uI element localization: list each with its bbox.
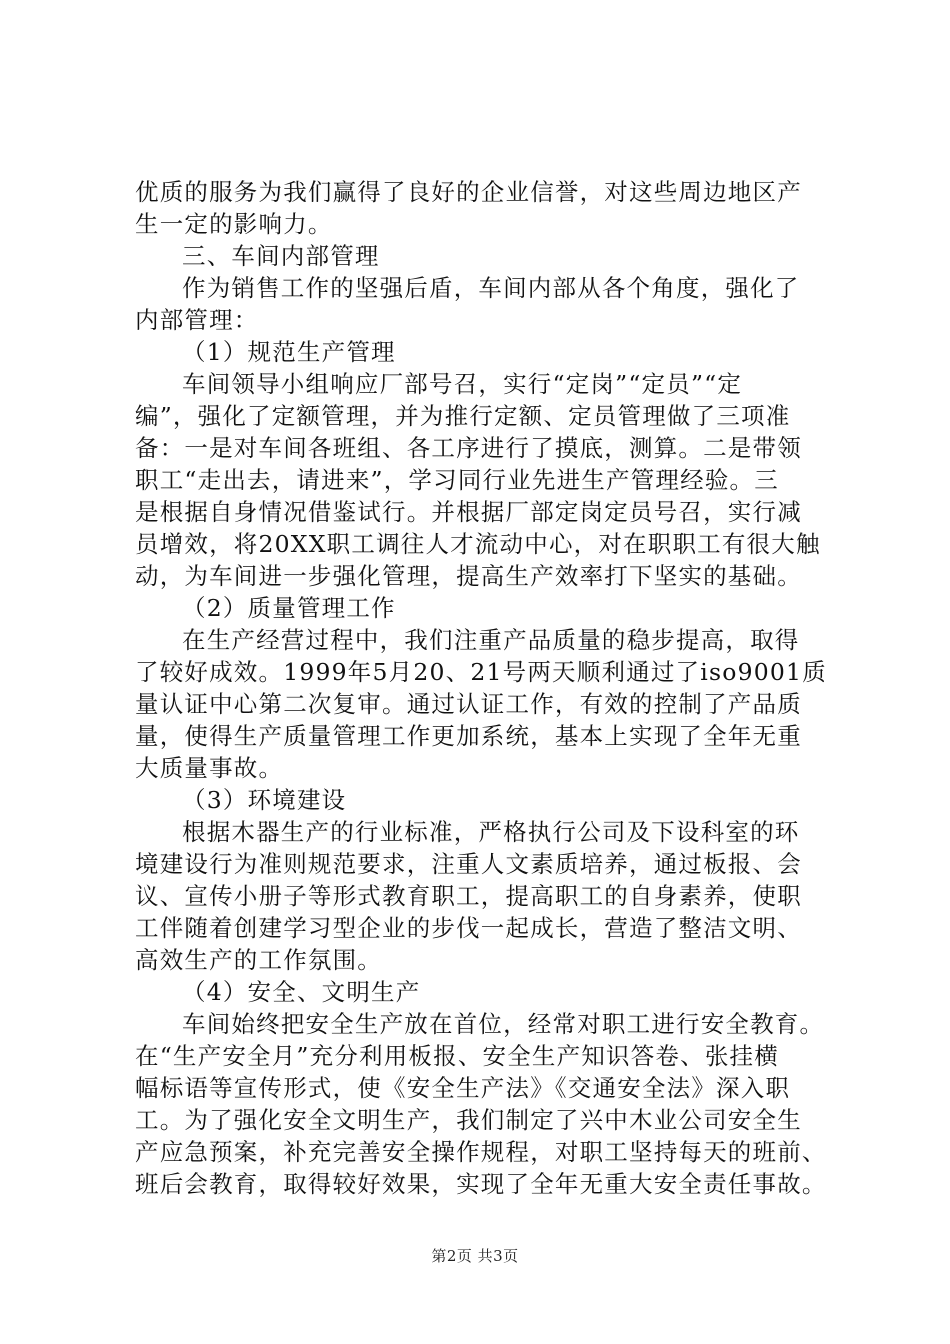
page-footer: 第2页 共3页 (431, 1247, 519, 1265)
text-line: 高效生产的工作氛围。 (135, 946, 382, 974)
text-line: 职工“走出去，请进来”，学习同行业先进生产管理经验。三 (135, 466, 779, 494)
section-heading: 三、车间内部管理 (182, 242, 380, 270)
subsection-heading: （2）质量管理工作 (182, 594, 396, 622)
text-line: 在“生产安全月”充分利用板报、安全生产知识答卷、张挂横 (135, 1042, 779, 1070)
text-line: 内部管理： (135, 306, 259, 334)
text-line: 幅标语等宣传形式，使《安全生产法》《交通安全法》深入职 (135, 1074, 791, 1102)
subsection-heading: （3）环境建设 (182, 786, 347, 814)
text-line: 量，使得生产质量管理工作更加系统，基本上实现了全年无重 (135, 722, 802, 750)
text-line: 动，为车间进一步强化管理，提高生产效率打下坚实的基础。 (135, 562, 802, 590)
text-line: 境建设行为准则规范要求，注重人文素质培养，通过板报、会 (135, 850, 802, 878)
text-line: 优质的服务为我们赢得了良好的企业信誉，对这些周边地区产 (135, 178, 802, 206)
text-line: 生一定的影响力。 (135, 210, 333, 238)
text-line: 量认证中心第二次复审。通过认证工作，有效的控制了产品质 (135, 690, 802, 718)
text-line: 产应急预案，补充完善安全操作规程，对职工坚持每天的班前、 (135, 1138, 827, 1166)
text-line: 备：一是对车间各班组、各工序进行了摸底，测算。二是带领 (135, 434, 802, 462)
text-line: 员增效，将20XX职工调往人才流动中心，对在职职工有很大触 (135, 530, 821, 558)
text-line: 工。为了强化安全文明生产，我们制定了兴中木业公司安全生 (135, 1106, 802, 1134)
text-line: 了较好成效。1999年5月20、21号两天顺利通过了iso9001质 (135, 658, 827, 686)
document-body (135, 176, 825, 1200)
text-line: 议、宣传小册子等形式教育职工，提高职工的自身素养，使职 (135, 882, 802, 910)
text-line: 根据木器生产的行业标准，严格执行公司及下设科室的环 (182, 818, 800, 846)
text-line: 编”，强化了定额管理，并为推行定额、定员管理做了三项准 (135, 402, 791, 430)
text-line: 工伴随着创建学习型企业的步伐一起成长，营造了整洁文明、 (135, 914, 802, 942)
subsection-heading: （4）安全、文明生产 (182, 978, 421, 1006)
subsection-heading: （1）规范生产管理 (182, 338, 396, 366)
text-line: 作为销售工作的坚强后盾，车间内部从各个角度，强化了 (182, 274, 800, 302)
text-line: 是根据自身情况借鉴试行。并根据厂部定岗定员号召，实行减 (135, 498, 802, 526)
text-line: 大质量事故。 (135, 754, 284, 782)
text-line: 班后会教育，取得较好效果，实现了全年无重大安全责任事故。 (135, 1170, 827, 1198)
text-line: 车间领导小组响应厂部号召，实行“定岗”“定员”“定 (182, 370, 743, 398)
text-line: 车间始终把安全生产放在首位，经常对职工进行安全教育。 (182, 1010, 825, 1038)
text-line: 在生产经营过程中，我们注重产品质量的稳步提高，取得 (182, 626, 800, 654)
